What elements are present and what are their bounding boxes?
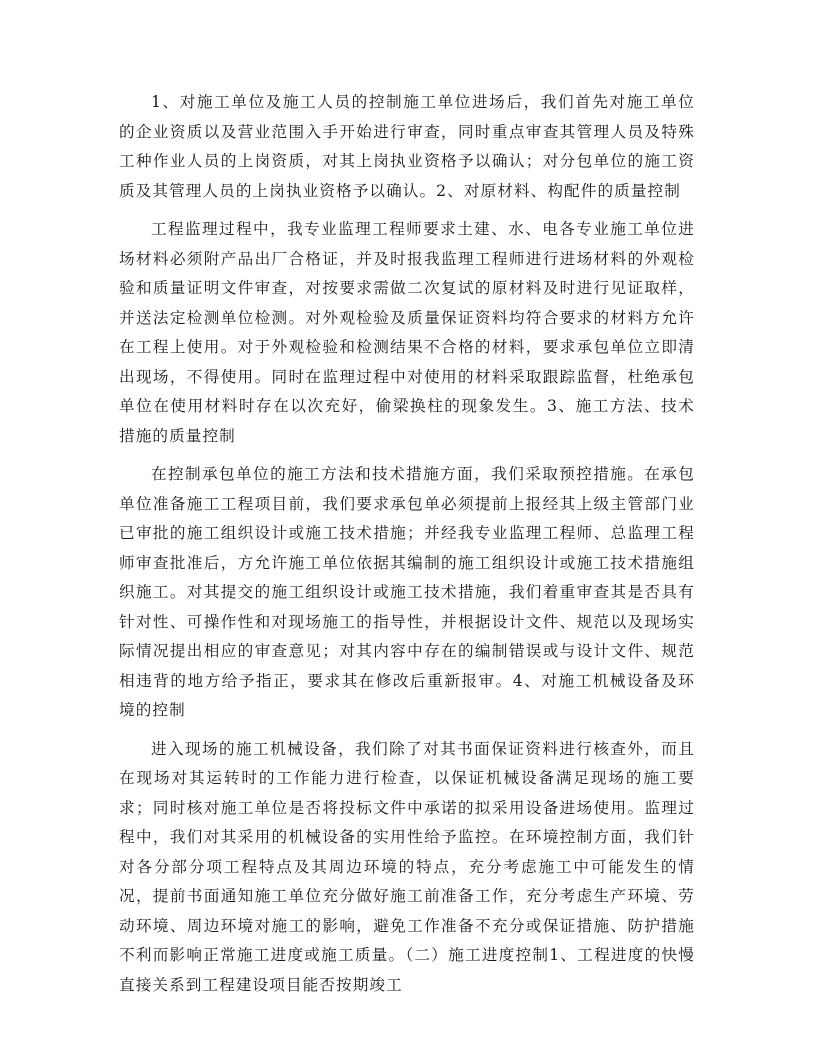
paragraph-equipment-control: 进入现场的施工机械设备，我们除了对其书面保证资料进行核查外，而且在现场对其运转时的工作能力进行检查，以保证机械设备满足现场的施工要求；同时核对施工单位是否将投标文件中承诺的拟采用设备进场使用。监理过程中，我们对其采用的机械设备的实用性给予监控。在环境控制方面，我们针对各分部分项工程特点及其周边环境的特点，充分考虑施工中可能发生的情况，提前书面通知施工单位充分做好施工前准备工作，充分考虑生产环境、劳动环境、周边环境对施工的影响，避免工作准备不充分或保证措施、防护措施不利而影响正常施工进度或施工质量。（二）施工进度控制1、工程进度的快慢直接关系到工程建设项目能否按期竣工 <box>119 739 695 994</box>
document-body <box>119 88 695 1009</box>
paragraph-method-control: 在控制承包单位的施工方法和技术措施方面，我们采取预控措施。在承包单位准备施工工程项目前，我们要求承包单必须提前上报经其上级主管部门业已审批的施工组织设计或施工技术措施；并经我专业监理工程师、总监理工程师审查批准后，方允许施工单位依据其编制的施工组织设计或施工技术措施组织施工。对其提交的施工组织设计或施工技术措施，我们着重审查其是否具有针对性、可操作性和对现场施工的指导性，并根据设计文件、规范以及现场实际情况提出相应的审查意见；对其内容中存在的编制错误或与设计文件、规范相违背的地方给予指正，要求其在修改后重新报审。4、对施工机械设备及环境的控制 <box>119 465 695 719</box>
paragraph-personnel-control: 1、对施工单位及施工人员的控制施工单位进场后，我们首先对施工单位的企业资质以及营业范围入手开始进行审查，同时重点审查其管理人员及特殊工种作业人员的上岗资质，对其上岗执业资格予以确认；对分包单位的施工资质及其管理人员的上岗执业资格予以确认。2、对原材料、构配件的质量控制 <box>119 93 695 200</box>
paragraph-material-control: 工程监理过程中，我专业监理工程师要求土建、水、电各专业施工单位进场材料必须附产品出厂合格证，并及时报我监理工程师进行进场材料的外观检验和质量证明文件审查，对按要求需做二次复试的原材料及时进行见证取样，并送法定检测单位检测。对外观检验及质量保证资料均符合要求的材料方允许在工程上使用。对于外观检验和检测结果不合格的材料，要求承包单位立即清出现场，不得使用。同时在监理过程中对使用的材料采取跟踪监督，杜绝承包单位在使用材料时存在以次充好，偷梁换柱的现象发生。3、施工方法、技术措施的质量控制 <box>119 220 695 445</box>
